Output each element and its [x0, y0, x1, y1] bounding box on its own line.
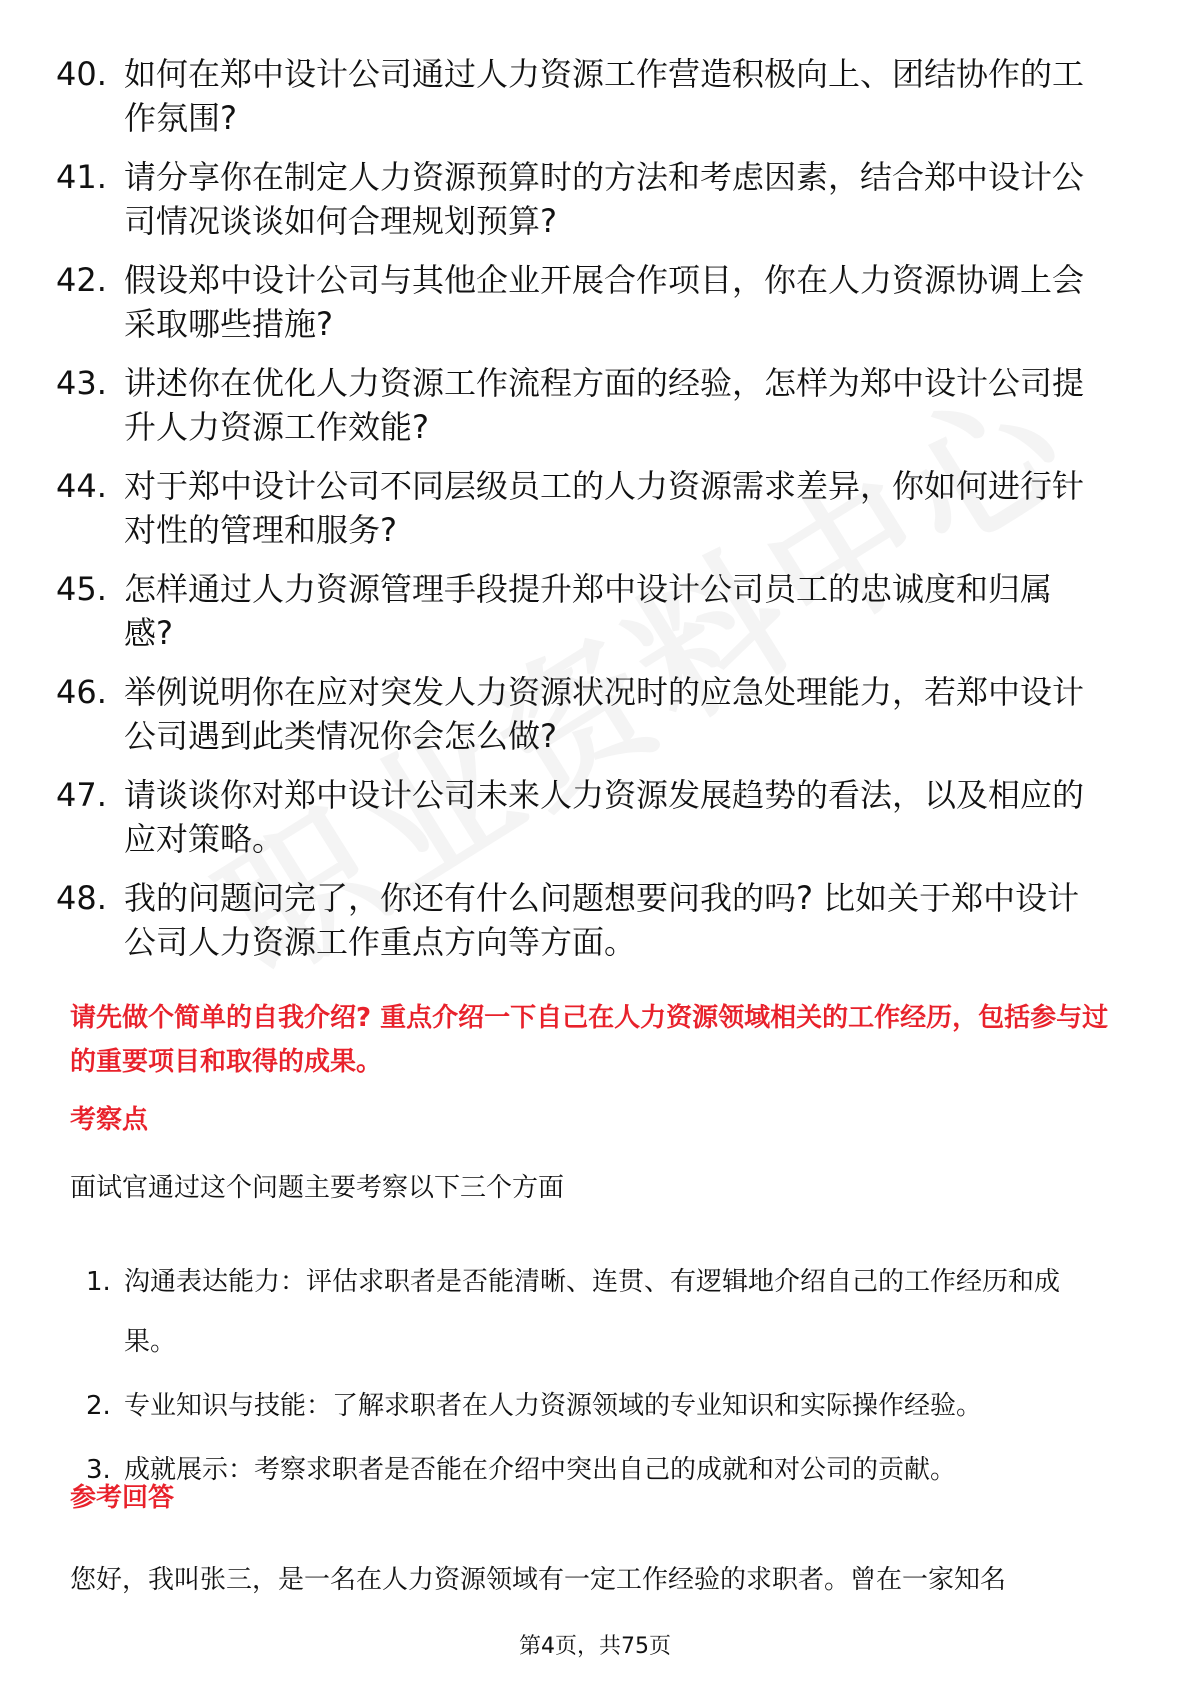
question-item [0, 670, 1190, 758]
question-number: 47. [56, 776, 107, 814]
reference-answer: 您好，我叫张三，是一名在人力资源领域有一定工作经验的求职者。曾在一家知名 [70, 1565, 1007, 1595]
assessment-point [0, 1440, 1190, 1500]
question-text: 请分享你在制定人力资源预算时的方法和考虑因素，结合郑中设计公司情况谈谈如何合理规划预算? [124, 158, 1085, 240]
question-item [0, 155, 1190, 243]
question-number: 43. [56, 364, 107, 402]
question-text: 举例说明你在应对突发人力资源状况时的应急处理能力，若郑中设计公司遇到此类情况你会怎么做? [124, 673, 1085, 755]
question-text: 我的问题问完了，你还有什么问题想要问我的吗? 比如关于郑中设计公司人力资源工作重点方向等方面。 [124, 879, 1080, 961]
question-number: 48. [56, 879, 107, 917]
question-number: 40. [56, 55, 107, 93]
assessment-point [0, 1376, 1190, 1436]
question-number: 44. [56, 467, 107, 505]
question-text: 请谈谈你对郑中设计公司未来人力资源发展趋势的看法，以及相应的应对策略。 [124, 776, 1085, 858]
assessment-point [0, 1252, 1190, 1372]
question-text: 假设郑中设计公司与其他企业开展合作项目，你在人力资源协调上会采取哪些措施? [124, 261, 1085, 343]
point-number: 1. [86, 1267, 111, 1297]
page-footer: 第4页，共75页 [519, 1634, 671, 1659]
question-item [0, 361, 1190, 449]
question-number: 46. [56, 673, 107, 711]
question-list [0, 52, 1190, 979]
question-text: 怎样通过人力资源管理手段提升郑中设计公司员工的忠诚度和归属感? [124, 570, 1053, 652]
question-number: 41. [56, 158, 107, 196]
reference-title: 参考回答 [70, 1483, 175, 1513]
question-item [0, 876, 1190, 964]
highlight-question: 请先做个简单的自我介绍? 重点介绍一下自己在人力资源领域相关的工作经历，包括参与过的重要项目和取得的成果。 [70, 1003, 1109, 1077]
question-item [0, 52, 1190, 140]
question-number: 45. [56, 570, 107, 608]
question-number: 42. [56, 261, 107, 299]
assessment-title: 考察点 [70, 1105, 149, 1135]
point-number: 2. [86, 1391, 111, 1421]
point-text: 专业知识与技能：了解求职者在人力资源领域的专业知识和实际操作经验。 [124, 1391, 983, 1421]
assessment-intro: 面试官通过这个问题主要考察以下三个方面 [70, 1173, 565, 1203]
question-item [0, 258, 1190, 346]
question-text: 如何在郑中设计公司通过人力资源工作营造积极向上、团结协作的工作氛围? [124, 55, 1085, 137]
question-text: 讲述你在优化人力资源工作流程方面的经验，怎样为郑中设计公司提升人力资源工作效能? [124, 364, 1085, 446]
point-text: 成就展示：考察求职者是否能在介绍中突出自己的成就和对公司的贡献。 [124, 1455, 957, 1485]
point-text: 沟通表达能力：评估求职者是否能清晰、连贯、有逻辑地介绍自己的工作经历和成果。 [124, 1267, 1061, 1357]
question-text: 对于郑中设计公司不同层级员工的人力资源需求差异，你如何进行针对性的管理和服务? [124, 467, 1085, 549]
question-item [0, 464, 1190, 552]
point-number: 3. [86, 1455, 111, 1485]
assessment-points [0, 1252, 1190, 1504]
question-item [0, 773, 1190, 861]
question-item [0, 567, 1190, 655]
